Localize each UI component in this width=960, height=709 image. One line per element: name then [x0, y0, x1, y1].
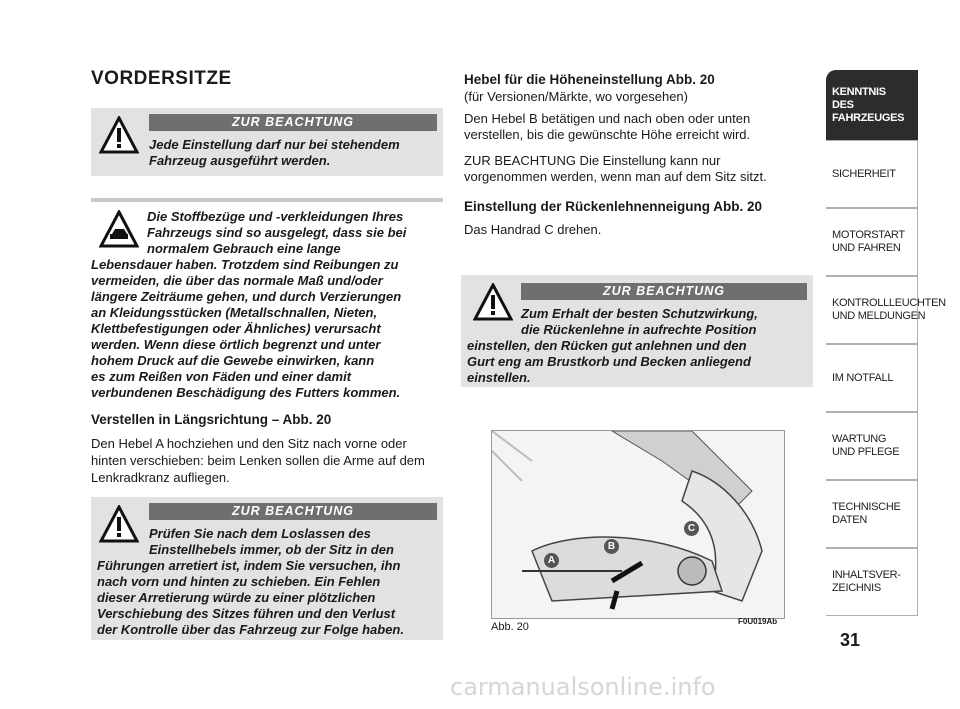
warn2-text-2: Führungen arretiert ist, indem Sie versuchen, ihn [97, 558, 401, 573]
warning-label: ZUR BEACHTUNG [521, 283, 807, 300]
tab-inhaltsverzeichnis[interactable] [826, 548, 918, 616]
hoehe-p2-0: ZUR BEACHTUNG Die Einstellung kann nur [464, 153, 721, 168]
tab-sicherheit[interactable] [826, 140, 918, 208]
care-text-4: vermeiden, die über das normale Maß und/oder [91, 273, 383, 288]
warn3-text-0: Zum Erhalt der besten Schutzwirkung, [521, 306, 758, 321]
tab-label: IM NOTFALL [832, 371, 894, 384]
laengs-text-2: Lenkradkranz aufliegen. [91, 470, 230, 485]
tab-label: INHALTSVER- ZEICHNIS [832, 569, 901, 594]
care-text-11: verbundenen Beschädigung des Futters kommen. [91, 385, 401, 400]
care-text-9: hohem Druck auf die Gewebe einwirken, kann [91, 353, 375, 368]
warn2-text-5: Verschiebung des Sitzes führen und den Verlust [97, 606, 396, 621]
page-number: 31 [840, 630, 861, 650]
tab-label: TECHNISCHE DATEN [832, 501, 901, 526]
hoehe-sub: (für Versionen/Märkte, wo vorgesehen) [464, 89, 688, 104]
page-title: VORDERSITZE [91, 68, 232, 89]
warn3-text-1: die Rückenlehne in aufrechte Position [521, 322, 757, 337]
tab-label: KENNTNIS DES FAHRZEUGES [832, 85, 905, 124]
tab-im-notfall[interactable] [826, 344, 918, 412]
section-heading-ruecken: Einstellung der Rückenlehnenneigung Abb. 20 [464, 199, 763, 214]
tab-label: WARTUNG UND PFLEGE [832, 433, 900, 458]
care-text-5: längere Zeiträume gehen, und durch Verzierungen [91, 289, 402, 304]
warning-triangle-icon [99, 505, 139, 543]
tab-kenntnis[interactable] [826, 70, 918, 140]
watermark: carmanualsonline.info [450, 673, 716, 701]
label-c-marker: C [684, 521, 699, 536]
tab-kontrollleuchten[interactable] [826, 276, 946, 344]
tab-wartung[interactable] [826, 412, 918, 480]
seat-illustration [492, 431, 784, 618]
warning-triangle-icon [473, 283, 513, 321]
care-text-6: an Kleidungsstücken (Metallschnallen, Nieten, [91, 305, 378, 320]
care-text-8: werden. Wenn diese örtlich begrenzt und unter [91, 337, 381, 352]
hoehe-p1-0: Den Hebel B betätigen und nach oben oder unten [464, 111, 751, 126]
care-text-7: Klettbefestigungen oder Ähnliches) verursacht [91, 321, 381, 336]
warn2-text-6: der Kontrolle über das Fahrzeug zur Folge haben. [97, 622, 404, 637]
ruecken-text: Das Handrad C drehen. [464, 222, 602, 237]
car-care-triangle-icon [99, 210, 139, 248]
care-text-1: Fahrzeugs sind so ausgelegt, dass sie bei [147, 225, 407, 240]
section-heading-laengs: Verstellen in Längsrichtung – Abb. 20 [91, 412, 332, 427]
label-b-marker: B [604, 539, 619, 554]
hoehe-p1-1: verstellen, bis die gewünschte Höhe erreicht wird. [464, 127, 751, 142]
warning-triangle-icon [99, 116, 139, 154]
warning-box-3 [461, 275, 813, 387]
care-text-2: normalem Gebrauch eine lange [147, 241, 341, 256]
section-heading-hoehe: Hebel für die Höheneinstellung Abb. 20 [464, 72, 715, 87]
tab-motorstart[interactable] [826, 208, 918, 276]
warn3-text-3: Gurt eng am Brustkorb und Becken anliegend [467, 354, 751, 369]
warn2-text-1: Einstellhebels immer, ob der Sitz in den [149, 542, 394, 557]
laengs-text-0: Den Hebel A hochziehen und den Sitz nach vorne oder [91, 436, 407, 451]
tab-technische-daten[interactable] [826, 480, 918, 548]
warn2-text-3: nach vorn und hinten zu schieben. Ein Fehlen [97, 574, 381, 589]
tab-label: KONTROLLLEUCHTEN UND MELDUNGEN [832, 297, 946, 322]
warning-label: ZUR BEACHTUNG [149, 114, 437, 131]
figure-abb-20 [491, 430, 785, 619]
hoehe-p2-1: vorgenommen werden, wenn man auf dem Sitz sitzt. [464, 169, 767, 184]
warn2-text-0: Prüfen Sie nach dem Loslassen des [149, 526, 371, 541]
warning-text-1b: Fahrzeug ausgeführt werden. [149, 153, 331, 168]
label-a-marker: A [544, 553, 559, 568]
warn2-text-4: dieser Arretierung würde zu einer plötzlichen [97, 590, 376, 605]
warning-box-1 [91, 108, 443, 176]
care-text-3: Lebensdauer haben. Trotzdem sind Reibungen zu [91, 257, 399, 272]
figure-code: F0U019Ab [738, 617, 778, 626]
tab-label: MOTORSTART UND FAHREN [832, 229, 905, 254]
tab-label: SICHERHEIT [832, 167, 896, 180]
warning-label: ZUR BEACHTUNG [149, 503, 437, 520]
warning-text-1a: Jede Einstellung darf nur bei stehendem [149, 137, 400, 152]
care-text-0: Die Stoffbezüge und -verkleidungen Ihres [147, 209, 404, 224]
warn3-text-2: einstellen, den Rücken gut anlehnen und den [467, 338, 747, 353]
divider [91, 198, 443, 202]
laengs-text-1: hinten verschieben: beim Lenken sollen die Arme auf dem [91, 453, 425, 468]
warning-box-2 [91, 497, 443, 640]
figure-caption: Abb. 20 [491, 621, 529, 633]
warn3-text-4: einstellen. [467, 370, 531, 385]
care-text-10: es zum Reißen von Fäden und einer damit [91, 369, 352, 384]
